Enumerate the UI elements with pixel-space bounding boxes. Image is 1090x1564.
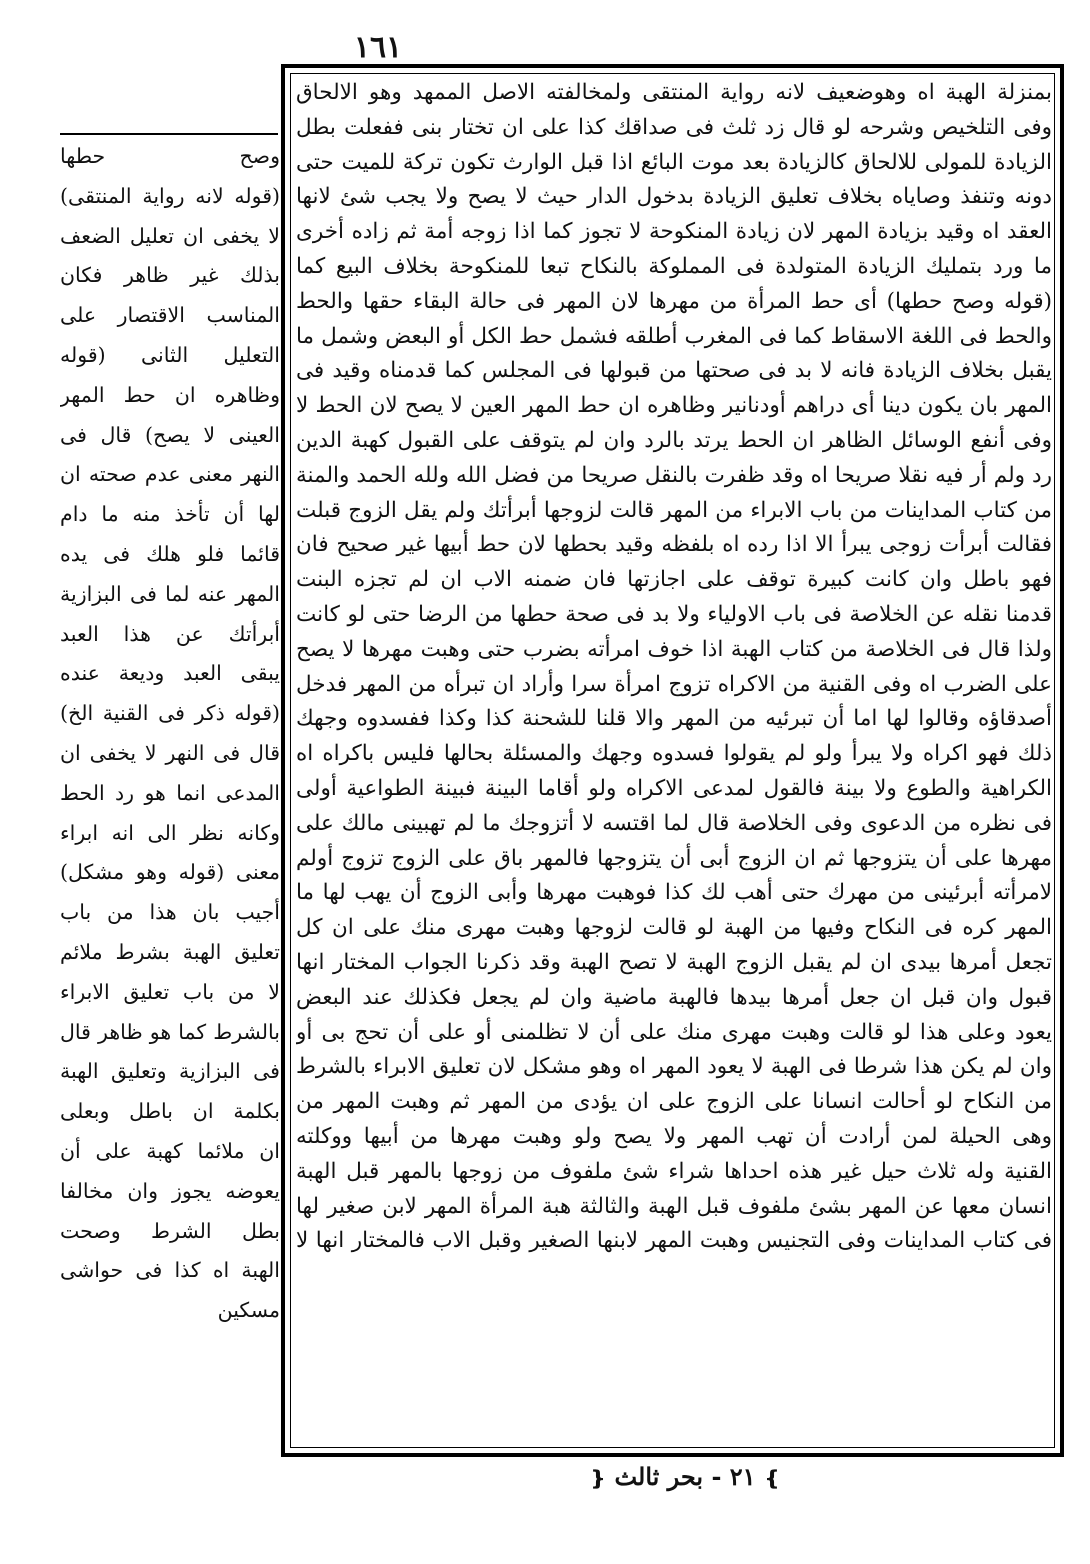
margin-note-line: (قوله لانه رواية المنتقى) [60,183,280,208]
margin-note-line: تعليق الهبة بشرط ملائم [60,939,280,964]
main-text-line: لامرأته أبرئينى من مهرك حتى أهب لك كذا فوهبت مهرها وأبى الزوج أن يهب لها ما [296,880,1052,906]
page-footer [560,1462,810,1491]
main-text-block [296,76,1052,1259]
main-text-line: قبول وان قبل ان جعل أمرها بيدها فالهبة ماضية وان لم يجعل فكذلك عند البعض [296,984,1052,1010]
margin-note-line: النهر معنى عدم صحته ان [60,462,280,487]
main-text-line: من النكاح لو أحالت انسانا على الزوج على ان يؤدى من المهر ثم وهبت المهر من [296,1089,1052,1115]
main-text-line: بمنزلة الهبة اه وهوضعيف لانه رواية المنتقى ولمخالفته الاصل الممهد وهو الالحاق [296,80,1052,105]
margin-note-line: يعوضه يجوز وان مخالفا [60,1178,280,1203]
main-text-line: الكراهية والطوع ولا بينة فالقول لمدعى الاكراه ولو أقاما البينة فبينة الطواعية أولى [296,775,1052,801]
margin-divider [60,133,278,135]
margin-note-line: لا يخفى ان تعليل الضعف [60,223,280,248]
margin-note-line: (قوله ذكر فى القنية الخ) [60,701,280,726]
main-text-line: ما ورد بتمليك الزيادة المتولدة فى المملوكة بالنكاح تبعا للمنكوحة بخلاف البيع كما [296,253,1052,279]
main-text-line: على الضرب اه وفى القنية من الاكراه تزوج امرأة سرا وأراد ان تبرأه من المهر فدخل [296,671,1052,697]
margin-note-line: يبقى العبد وديعة عنده [60,661,280,686]
margin-note-line: بالشرط كما هو ظاهر قال [60,1019,280,1044]
margin-note-line: مسكين [217,1298,280,1323]
margin-note-line: وكانه نظر الى انه ابراء [60,820,280,845]
main-text-line: وان لم يكن هذا شرطا فى الهبة لا يعود المهر اه وهو مشكل لان تعليق الابراء بالشرط [296,1054,1052,1080]
footer-ornament-right: ❵ [763,1466,781,1490]
main-text-line: والحط فى اللغة الاسقاط كما فى المغرب أطلقه فشمل حط الكل أو البعض وشمل ما [296,323,1052,349]
main-text-line: قدمنا نقله عن الخلاصة فى باب الاولياء ولا بد فى صحة حطها من الرضا حتى لو كانت [296,601,1052,627]
main-text-line: الزيادة للمولى للالحاق كالزيادة بعد موت البائع اذا قبل الوارث تكون تركة للميت حتى [296,149,1052,175]
page-number: ١٦١ [353,30,403,65]
margin-note-line: لها أن تأخذ منه ما دام [60,502,280,527]
main-text-line: يعود وعلى هذا لو قالت وهبت مهرى منك على أن لا تظلمنى أو على أن تحج بى أو [296,1019,1052,1045]
main-text-line: دونه وتنفذ وصاياه بخلاف تعليق الزيادة بدخول الدار حيث لا يصح ولا يجب شئ لانها [296,184,1052,210]
margin-note-line: بكلمة ان باطل وبعلى [60,1099,280,1124]
margin-notes-column [60,137,280,1331]
margin-note-line: المناسب الاقتصار على [60,303,280,328]
main-text-line: تجعل أمرها بيدى ان لم يقبل الزوج الهبة لا تصح الهبة وقد ذكرنا الجواب المختار انها [296,949,1052,975]
main-text-line: ذلك فهو اكراه ولا يبرأ ولو لم يقولوا فسدوه وجهك والمسئلة بحالها فليس باكراه اه [296,741,1052,767]
main-text-line: أصدقاؤه وقالوا لها اما أن تبرئيه من المهر والا قلنا للشحنة كذا وكذا ففسدوه وجهك [296,706,1052,732]
margin-note-line: التعليل الثانى (قوله [60,342,280,367]
margin-note-line: المدعى انما هو رد الحط [60,780,280,805]
main-text-line: فقالت أبرأت زوجى يبرأ الا اذا رده اه بلفظه وقيد بحطها لان حط أبيها غير صحيح فان [296,532,1052,558]
main-text-line: القنية وله ثلاث حيل غير هذه احداها شراء شئ ملفوف من زوجها بالمهر قبل الهبة [296,1158,1052,1184]
main-text-line: من كتاب المداينات من باب الابراء من المهر قالت لزوجها أبرأتك ولم يقل الزوج قبلت [296,497,1052,523]
main-text-line: ولذا قال فى الخلاصة من كتاب الهبة اذا خوف امرأته بضرب حتى وهبت مهرها لا يصح [296,636,1052,662]
margin-note-line: الهبة اه كذا فى حواشى [60,1258,280,1283]
footer-ornament-left: ❴ [589,1466,607,1490]
main-text-line: فى كتاب المداينات وفى التجنيس وهبت المهر لابنها الصغير وقبل الاب فالمختار انها لا [296,1228,1052,1254]
margin-note-line: بذلك غير ظاهر فكان [60,263,280,288]
main-text-line: مهرها على أن يتزوجها ثم ان الزوج أبى أن يتزوجها فالمهر باق على الزوج تزوج أولم [296,845,1052,871]
main-text-line: (قوله وصح حطها) أى حط المرأة من مهرها لان المهر فى حالة البقاء حقها والحط [296,288,1052,314]
main-text-line: فهو باطل وان كانت كبيرة توقف على اجازتها فان ضمنه الاب ان لم تجزه البنت [296,567,1052,593]
margin-note-line: ان ملائما كهبة على أن [60,1138,280,1163]
main-text-line: العقد اه وقيد بزيادة المهر لان زيادة المنكوحة لا تجوز كما اذا زوجه أمة ثم زاده أخرى [296,219,1052,245]
margin-note-line: قال فى النهر لا يخفى ان [60,740,280,765]
margin-note-line: أبرأتك عن هذا العبد [60,621,280,646]
margin-note-line: وظاهره ان حط المهر [60,382,280,407]
main-text-line: وفى أنفع الوسائل الظاهر ان الحط يرتد بالرد وان لم يتوقف على القبول كهبة الدين [296,427,1052,453]
main-text-line: رد ولم أر فيه نقلا صريحا اه وقد ظفرت بالنقل صريحا من فضل الله ولله الحمد والمنة [296,462,1052,488]
margin-note-line: فى البزازية وتعليق الهبة [60,1059,280,1084]
main-text-line: المهر بان يكون دينا أى دراهم أودنانير وظاهره ان حط المهر العين لا يصح لان الحط لا [296,393,1052,419]
main-text-line: المهر كره فى النكاح وفيها من الهبة لو قالت لزوجها وهبت مهرى منك على ان كل [296,915,1052,941]
margin-note-line: معنى (قوله وهو مشكل) [60,860,280,885]
margin-note-line: العينى لا يصح) قال فى [60,422,280,447]
margin-note-line: وصح حطها [60,144,280,168]
footer-label: ٢١ - بحر ثالث [614,1462,756,1491]
main-text-line: فى نظره من الدعوى وفى الخلاصة قال لما اقتسه لا أتزوجك ما لم تهبينى مالك على [296,810,1052,836]
margin-note-line: أجيب بان هذا من باب [60,900,280,925]
margin-note-line: المهر عنه لما فى البزازية [60,581,280,606]
main-text-line: يقبل بخلاف الزيادة فانه لا بد فى صحتها من قبولها فى المجلس كما قدمناه وقيد فى [296,358,1052,384]
margin-note-line: لا من باب تعليق الابراء [60,979,280,1004]
margin-note-line: بطل الشرط وصحت [60,1218,280,1243]
margin-note-line: قائما فلو هلك فى يده [60,541,280,566]
main-text-line: انسان معها عن المهر بشئ ملفوف قبل الهبة والثالثة هبة المرأة المهر لابن صغير لها [296,1193,1052,1219]
main-text-line: وهى الحيلة لمن أرادت أن تهب المهر ولا يصح ولو وهبت مهرها من أبيها ووكلته [296,1123,1052,1149]
main-text-line: وفى التلخيص وشرحه لو قال زد ثلث فى صداقك كذا على ان تختار بنى ففعلت بطل [296,114,1052,140]
